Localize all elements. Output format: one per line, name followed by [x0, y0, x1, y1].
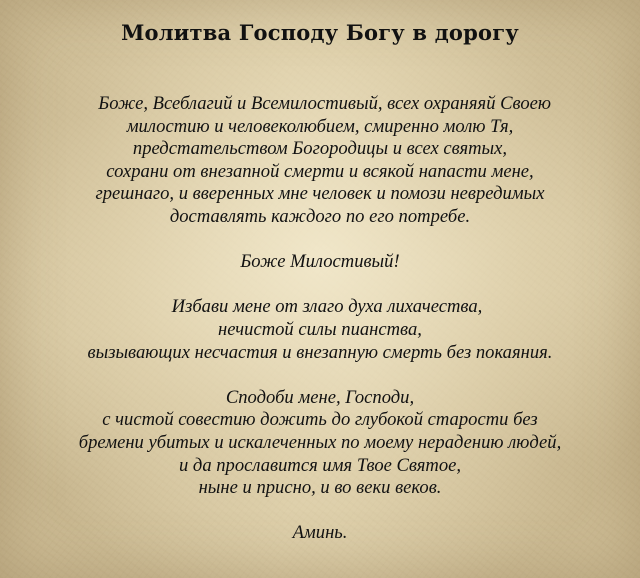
prayer-line: бремени убитых и искалеченных по моему нерадению людей,: [78, 431, 562, 453]
prayer-line: Избави мене от злаго духа лихачества,: [157, 296, 483, 318]
prayer-line: предстательством Богородицы и всех святых,: [132, 138, 508, 160]
prayer-amen: Аминь.: [292, 522, 348, 544]
prayer-line: с чистой совестию дожить до глубокой старости без: [102, 409, 538, 431]
page-title: Молитва Господу Богу в дорогу: [121, 20, 519, 45]
stanza-break: [0, 229, 640, 252]
stanza-break: [0, 364, 640, 387]
prayer-line: вызывающих несчастия и внезапную смерть без покаяния.: [87, 341, 553, 363]
prayer-line: сохрани от внезапной смерти и всякой напасти мене,: [106, 160, 534, 182]
stanza-break: [0, 500, 640, 523]
prayer-line: ныне и присно, и во веки веков.: [198, 477, 442, 499]
prayer-line: нечистой силы пианства,: [218, 318, 422, 340]
prayer-line: Сподоби мене, Господи,: [225, 386, 415, 408]
prayer-line: милостию и человеколюбием, смиренно молю Тя,: [126, 115, 514, 137]
prayer-line: доставлять каждого по его потребе.: [169, 205, 471, 227]
prayer-line: Боже, Всеблагий и Всемилостивый, всех охраняяй Своею: [88, 93, 552, 114]
prayer-line: Боже Милостивый!: [240, 251, 400, 273]
prayer-text: [0, 93, 640, 545]
stanza-break: [0, 274, 640, 297]
prayer-line: и да прославится имя Твое Святое,: [178, 454, 462, 476]
prayer-line: грешнаго, и вверенных мне человек и помози невредимых: [95, 183, 545, 205]
